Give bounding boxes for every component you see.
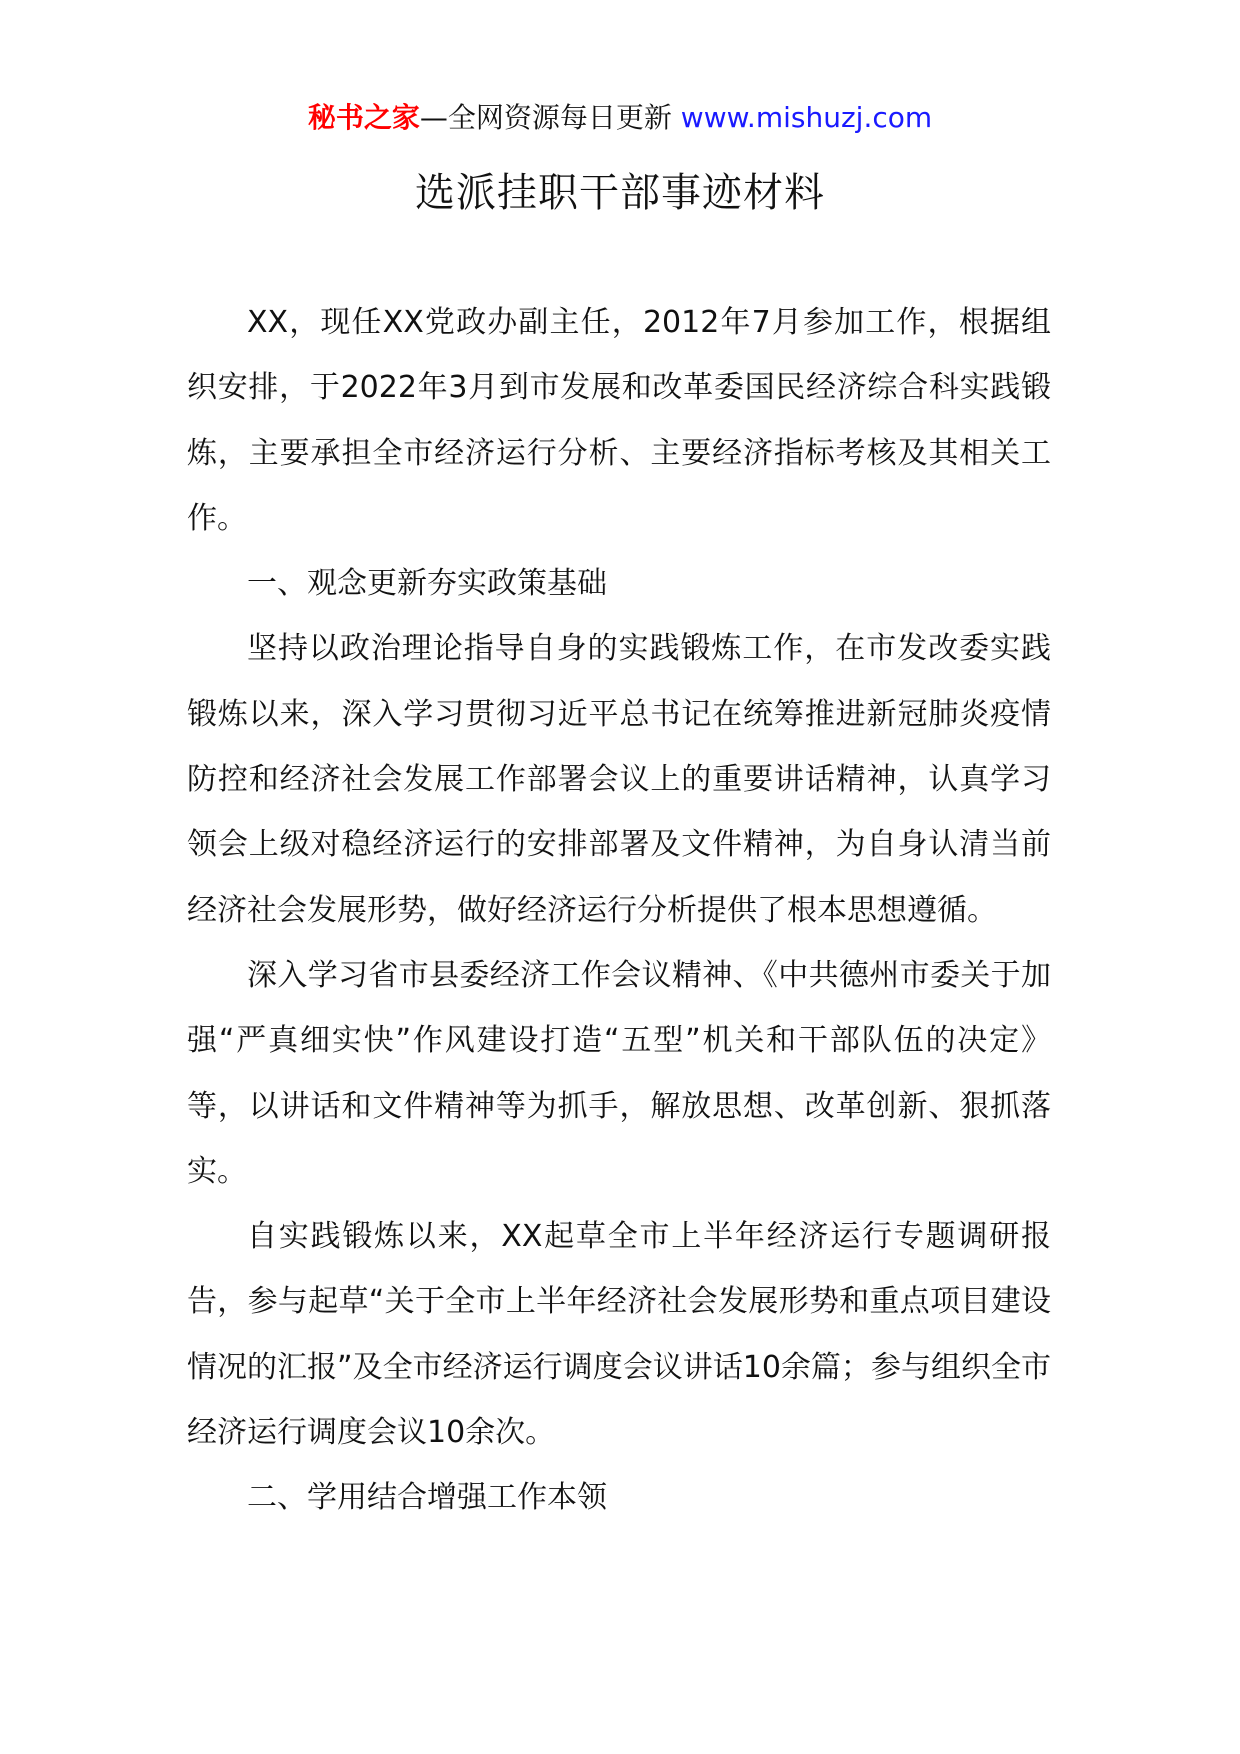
document-title: 选派挂职干部事迹材料 bbox=[415, 170, 825, 216]
section-heading-2: 二、学用结合增强工作本领 bbox=[247, 1480, 607, 1516]
body-paragraph: 深入学习省市县委经济工作会议精神、《中共德州市委关于加强“严真细实快”作风建设打造“五型”机关和干部队伍的决定》等，以讲话和文件精神等为抓手，解放思想、改革创新、狠抓落实。 bbox=[187, 957, 1051, 1189]
intro-paragraph: XX，现任XX党政办副主任，2012年7月参加工作，根据组织安排，于2022年3月到市发展和改革委国民经济综合科实践锻炼，主要承担全市经济运行分析、主要经济指标考核及其相关工作。 bbox=[187, 305, 1051, 536]
site-url-link[interactable]: www.mishuzj.com bbox=[680, 101, 933, 134]
body-paragraph: 坚持以政治理论指导自身的实践锻炼工作，在市发改委实践锻炼以来，深入学习贯彻习近平总书记在统筹推进新冠肺炎疫情防控和经济社会发展工作部署会议上的重要讲话精神，认真学习领会上级对稳经济运行的安排部署及文件精神，为自身认清当前经济社会发展形势，做好经济运行分析提供了根本思想遵循。 bbox=[187, 631, 1051, 928]
body-paragraph: 自实践锻炼以来，XX起草全市上半年经济运行专题调研报告，参与起草“关于全市上半年经济社会发展形势和重点项目建设情况的汇报”及全市经济运行调度会议讲话10余篇；参与组织全市经济运行调度会议10余次。 bbox=[187, 1219, 1051, 1451]
brand-name: 秘书之家 bbox=[307, 101, 420, 134]
section-heading-1: 一、观念更新夯实政策基础 bbox=[247, 566, 607, 602]
document-body bbox=[187, 290, 1051, 1531]
page-header bbox=[0, 98, 1240, 138]
header-tagline: —全网资源每日更新 bbox=[419, 101, 672, 134]
